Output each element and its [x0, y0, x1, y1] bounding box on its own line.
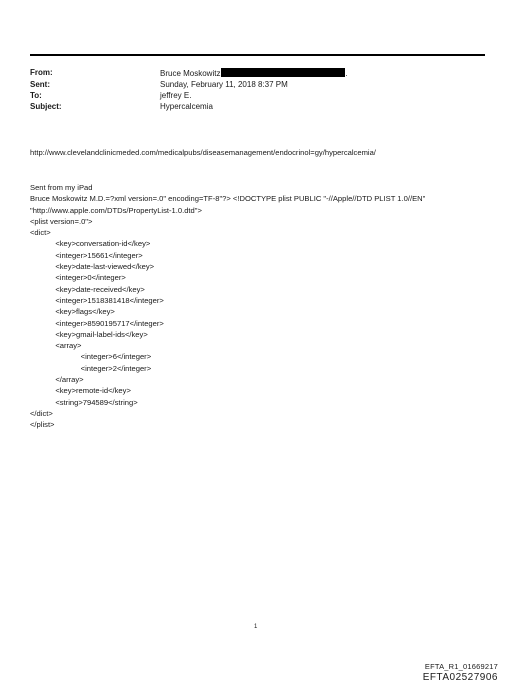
body-line: Bruce Moskowitz M.D.=?xml version=.0" encoding=TF-8"?> <!DOCTYPE plist PUBLIC "-//Apple//DTD PLIST 1.0//EN": [30, 194, 426, 204]
bates-number-primary: EFTA_R1_01669217: [424, 662, 498, 671]
subject-label: Subject:: [30, 102, 62, 111]
from-suffix: .: [345, 69, 348, 78]
to-label: To:: [30, 91, 42, 100]
body-line: <key>gmail-label-ids</key>: [30, 329, 148, 339]
body-line: <integer>15661</integer>: [30, 250, 143, 260]
body-line: <key>remote-id</key>: [30, 386, 131, 396]
message-body: [30, 182, 425, 431]
header-rule: [30, 54, 485, 56]
redaction-bar: [221, 68, 348, 78]
body-line: <dict>: [30, 228, 51, 238]
body-line: <key>date-received</key>: [30, 284, 145, 294]
body-line: </dict>: [30, 408, 53, 418]
body-line: <integer>8590195717</integer>: [30, 318, 164, 328]
to-value: jeffrey E.: [160, 91, 192, 100]
page-number: 1: [254, 624, 258, 630]
body-line: Sent from my iPad: [30, 183, 93, 192]
body-line: <key>conversation-id</key>: [30, 239, 151, 249]
subject-value: Hypercalcemia: [160, 102, 213, 111]
bates-number-secondary: EFTA02527906: [422, 672, 498, 683]
body-url[interactable]: http://www.clevelandclinicmeded.com/medicalpubs/diseasemanagement/endocrinol=gy/hypercalcemia/: [30, 148, 376, 157]
body-line: <integer>6</integer>: [30, 352, 152, 362]
body-line: </plist>: [30, 420, 55, 430]
body-line: <integer>1518381418</integer>: [30, 295, 164, 305]
body-line: <integer>0</integer>: [30, 273, 126, 283]
body-line: <key>date-last-viewed</key>: [30, 262, 155, 272]
body-line: </array>: [30, 375, 84, 385]
from-name: Bruce Moskowitz: [160, 69, 221, 78]
body-line: <integer>2</integer>: [30, 363, 152, 373]
sent-label: Sent:: [30, 80, 50, 89]
body-line: <array>: [30, 341, 82, 351]
from-value: [160, 68, 348, 79]
sent-value: Sunday, February 11, 2018 8:37 PM: [160, 80, 288, 89]
body-line: <plist version=.0">: [30, 216, 93, 226]
body-line: <key>flags</key>: [30, 307, 115, 317]
body-line: "http://www.apple.com/DTDs/PropertyList-1.0.dtd">: [30, 205, 202, 215]
from-label: From:: [30, 68, 53, 77]
body-line: <string>794589</string>: [30, 397, 138, 407]
